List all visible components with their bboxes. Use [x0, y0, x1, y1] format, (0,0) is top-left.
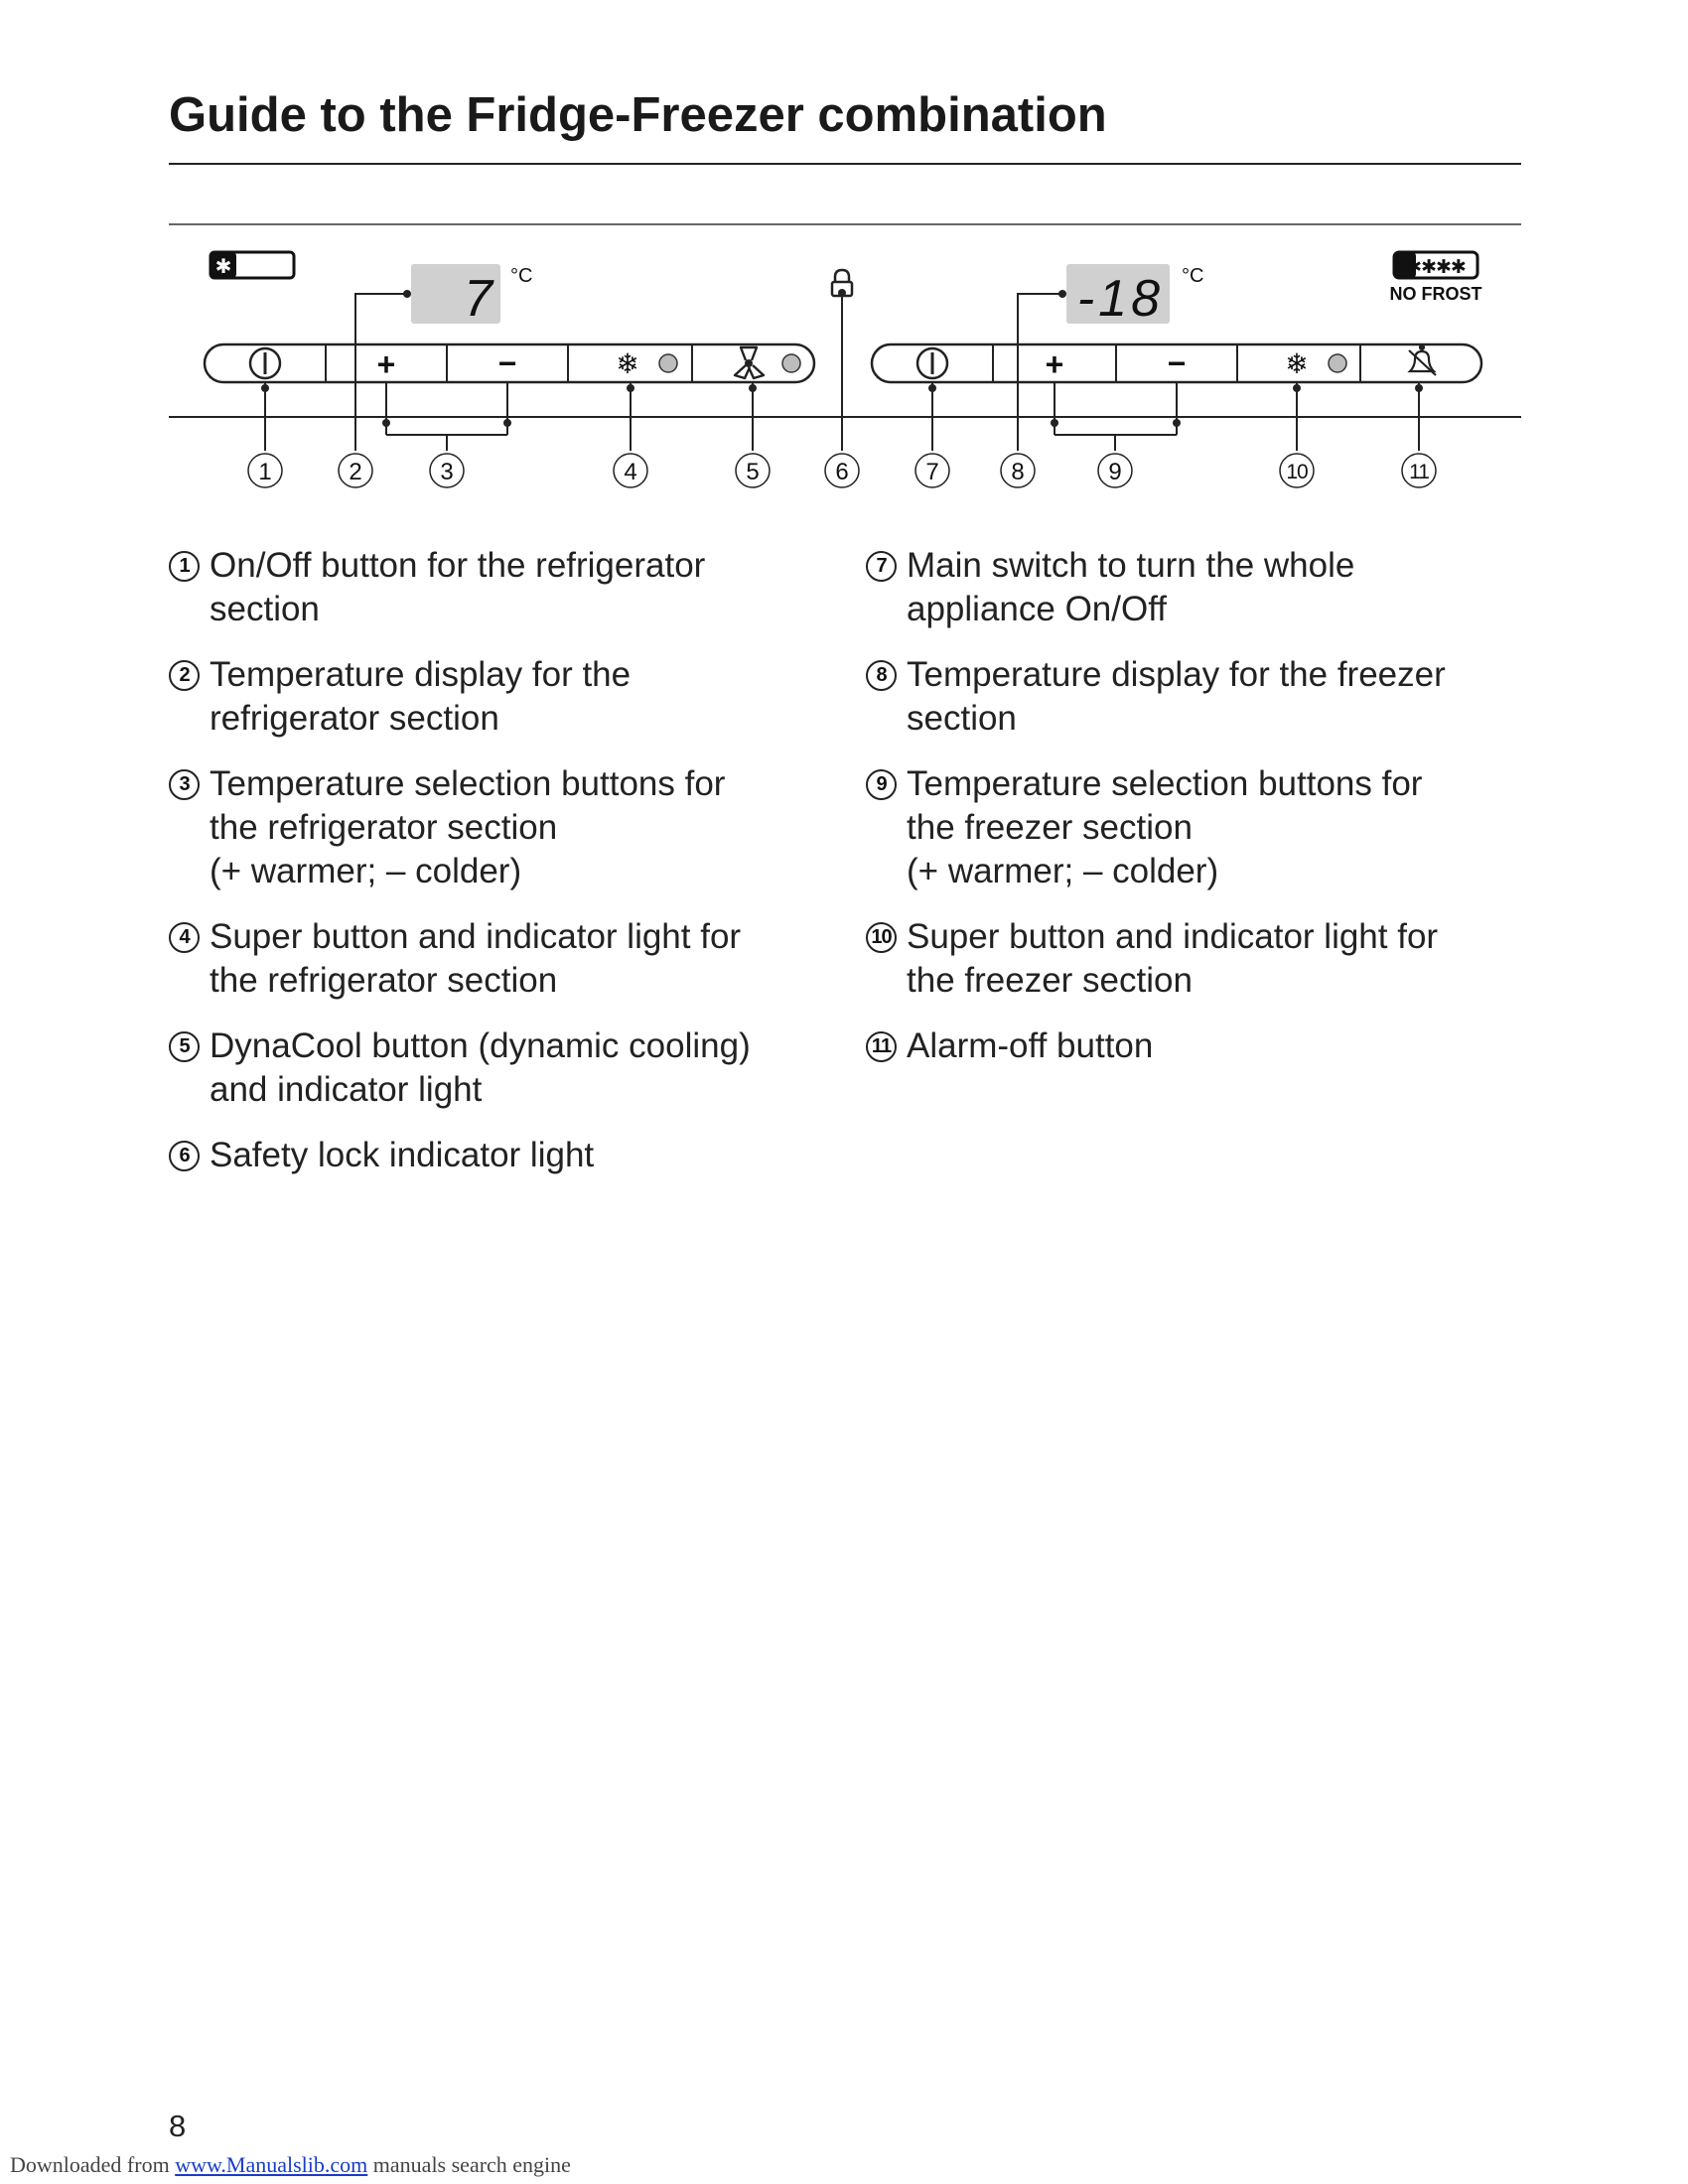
legend-item — [866, 544, 1501, 631]
legend-text: Super button and indicator light for the freezer section — [907, 917, 1439, 1000]
svg-text:11: 11 — [1409, 461, 1429, 483]
legend-text: Temperature selection buttons for the refrigerator section (+ warmer; – colder) — [210, 764, 726, 890]
manualslib-link[interactable]: www.Manualslib.com — [175, 2152, 368, 2177]
fridge-unit: °C — [510, 265, 533, 287]
legend-text: Main switch to turn the whole appliance On/Off — [907, 546, 1355, 628]
footer-prefix: Downloaded from — [10, 2152, 176, 2177]
legend-text: Temperature display for the freezer section — [907, 655, 1446, 738]
freezer-plus-button[interactable]: + — [1045, 346, 1064, 382]
no-frost-label: NO FROST — [1389, 284, 1482, 304]
svg-text:5: 5 — [746, 459, 760, 485]
legend-number: 7 — [866, 551, 897, 582]
fridge-super-indicator-light — [659, 354, 677, 372]
svg-text:1: 1 — [258, 459, 272, 485]
snowflake-icon: ❄ — [616, 347, 639, 380]
svg-text:2: 2 — [349, 459, 362, 485]
callout-10 — [1280, 454, 1314, 487]
callout-2 — [339, 454, 372, 487]
freezer-super-indicator-light — [1329, 354, 1346, 372]
legend-text: DynaCool button (dynamic cooling) and indicator light — [210, 1026, 751, 1109]
svg-text:7: 7 — [925, 459, 939, 485]
legend-item — [169, 544, 804, 631]
footer-suffix: manuals search engine — [367, 2152, 571, 2177]
legend-number: 2 — [169, 660, 200, 691]
legend-item — [866, 1024, 1501, 1068]
svg-text:3: 3 — [440, 459, 454, 485]
freezer-star-rating: ✱✱✱✱ — [1406, 256, 1466, 278]
freezer-temperature-display — [1066, 264, 1170, 328]
freezer-rating-symbol — [1394, 252, 1477, 278]
legend-number: 10 — [866, 922, 897, 953]
legend-text: Safety lock indicator light — [210, 1136, 595, 1174]
legend-item — [169, 1134, 804, 1177]
legend-right-column — [866, 544, 1501, 1090]
callout-9 — [1098, 454, 1132, 487]
legend-number: 4 — [169, 922, 200, 953]
legend-text: Temperature selection buttons for the freezer section (+ warmer; – colder) — [907, 764, 1423, 890]
legend-text: Alarm-off button — [907, 1026, 1154, 1065]
callout-6 — [825, 454, 859, 487]
svg-text:10: 10 — [1286, 461, 1308, 483]
snowflake-icon: ❄ — [1285, 347, 1309, 380]
legend-text: On/Off button for the refrigerator section — [210, 546, 706, 628]
page-title: Guide to the Fridge-Freezer combination — [169, 88, 1107, 142]
freezer-unit: °C — [1182, 265, 1204, 287]
callout-numbers — [248, 454, 1436, 487]
legend-item — [866, 653, 1501, 741]
callout-4 — [614, 454, 647, 487]
svg-text:8: 8 — [1011, 459, 1025, 485]
callout-7 — [915, 454, 949, 487]
svg-text:4: 4 — [624, 459, 637, 485]
fridge-temperature-display — [411, 264, 500, 328]
legend-number: 11 — [866, 1031, 897, 1062]
freezer-minus-button[interactable]: − — [1167, 345, 1187, 381]
legend-item — [169, 915, 804, 1003]
legend-text: Super button and indicator light for the refrigerator section — [210, 917, 742, 1000]
callout-5 — [736, 454, 770, 487]
freezer-display-value: -18 — [1076, 270, 1164, 328]
page-number: 8 — [169, 2109, 187, 2143]
svg-text:9: 9 — [1108, 459, 1122, 485]
legend-item — [169, 1024, 804, 1112]
legend-number: 1 — [169, 551, 200, 582]
control-panel-diagram — [0, 0, 1688, 536]
legend-item — [866, 762, 1501, 893]
legend-number: 9 — [866, 769, 897, 800]
fridge-minus-button[interactable]: − — [497, 345, 517, 381]
callout-3 — [430, 454, 464, 487]
legend-item — [866, 915, 1501, 1003]
legend-number: 6 — [169, 1141, 200, 1171]
legend-number: 5 — [169, 1031, 200, 1062]
legend-item — [169, 653, 804, 741]
fridge-star-symbol — [211, 252, 294, 278]
callout-11 — [1402, 454, 1436, 487]
svg-text:6: 6 — [835, 459, 849, 485]
legend-text: Temperature display for the refrigerator section — [210, 655, 632, 738]
fridge-plus-button[interactable]: + — [376, 346, 396, 382]
legend-number: 8 — [866, 660, 897, 691]
fridge-display-value: 7 — [464, 270, 492, 328]
svg-text:✱: ✱ — [214, 254, 232, 278]
legend-number: 3 — [169, 769, 200, 800]
dynacool-indicator-light — [782, 354, 800, 372]
legend-left-column — [169, 544, 804, 1199]
callout-8 — [1001, 454, 1035, 487]
callout-1 — [248, 454, 282, 487]
download-footer — [10, 2152, 571, 2178]
legend-item — [169, 762, 804, 893]
